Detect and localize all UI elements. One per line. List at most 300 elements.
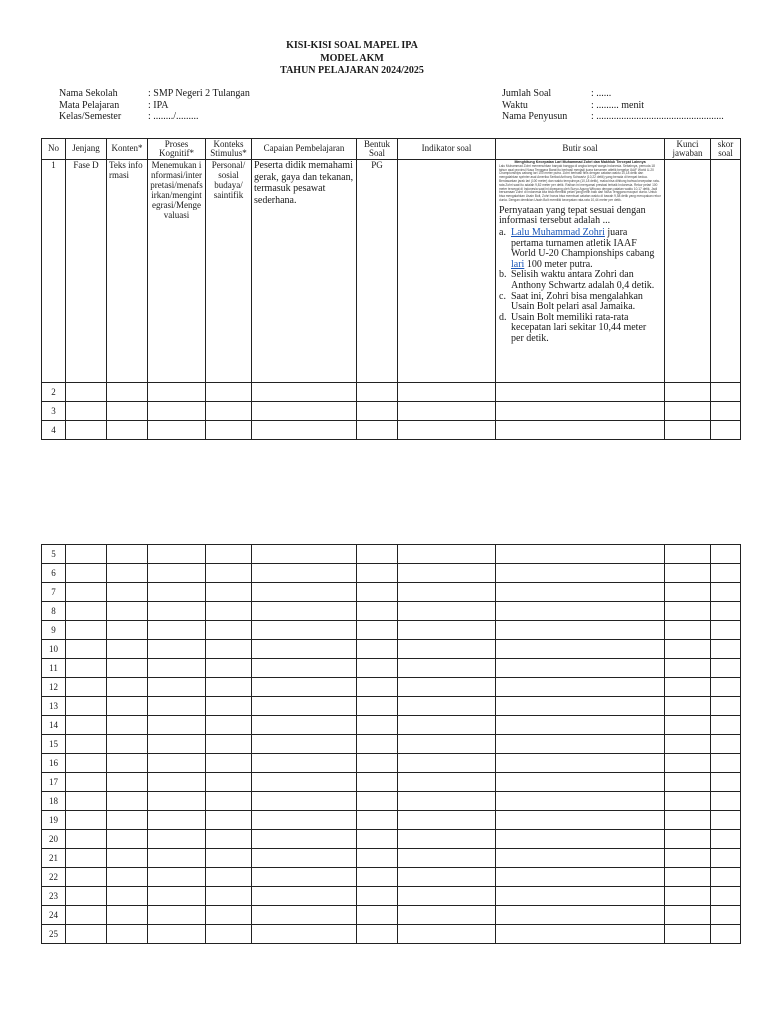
cell-empty (711, 678, 741, 697)
cell-empty (711, 925, 741, 944)
cell-empty (665, 716, 711, 735)
cell-empty (711, 602, 741, 621)
cell-empty (398, 640, 496, 659)
cell-empty (148, 697, 206, 716)
cell-empty (357, 792, 398, 811)
cell-empty (206, 697, 252, 716)
cell-empty (665, 640, 711, 659)
cell-empty (665, 830, 711, 849)
cell-empty (148, 402, 206, 421)
cell-butir-soal (496, 160, 665, 383)
cell-empty (252, 792, 357, 811)
cell-empty (398, 678, 496, 697)
cell-empty (107, 792, 148, 811)
cell-empty (66, 906, 107, 925)
cell-empty (665, 602, 711, 621)
meta-label: Nama Penyusun (502, 111, 568, 123)
table-row (42, 792, 741, 811)
cell-no: 22 (42, 868, 66, 887)
cell-empty (252, 659, 357, 678)
cell-empty (206, 716, 252, 735)
cell-empty (66, 564, 107, 583)
cell-empty (107, 564, 148, 583)
cell-empty (496, 697, 665, 716)
cell-indikator (398, 160, 496, 383)
table-row (42, 678, 741, 697)
col-header-proses: Proses Kognitif* (148, 139, 206, 160)
meta-value: : ......../......... (148, 111, 199, 123)
cell-empty (107, 716, 148, 735)
cell-empty (398, 887, 496, 906)
cell-empty (148, 773, 206, 792)
cell-konten: Teks informasi (107, 160, 148, 383)
cell-capaian: Peserta didik memahami gerak, gaya dan tekanan, termasuk pesawat sederhana. (252, 160, 357, 383)
cell-empty (66, 868, 107, 887)
cell-empty (107, 735, 148, 754)
cell-empty (107, 868, 148, 887)
cell-empty (252, 716, 357, 735)
table-row (42, 868, 741, 887)
title-line-2: MODEL AKM (320, 52, 384, 64)
cell-empty (66, 716, 107, 735)
cell-empty (252, 735, 357, 754)
cell-empty (66, 925, 107, 944)
cell-empty (711, 906, 741, 925)
cell-empty (252, 545, 357, 564)
option-text-part: juara pertama turnamen atletik IAAF World U-20 Championships cabang (511, 226, 655, 260)
table-row (42, 564, 741, 583)
cell-no: 14 (42, 716, 66, 735)
cell-empty (711, 887, 741, 906)
table-row (42, 754, 741, 773)
cell-empty (148, 621, 206, 640)
cell-empty (206, 545, 252, 564)
cell-empty (252, 602, 357, 621)
cell-empty (66, 792, 107, 811)
cell-empty (665, 849, 711, 868)
cell-no: 24 (42, 906, 66, 925)
cell-empty (711, 659, 741, 678)
cell-empty (496, 811, 665, 830)
cell-empty (252, 640, 357, 659)
cell-kunci (665, 160, 711, 383)
cell-empty (496, 716, 665, 735)
table-row (42, 640, 741, 659)
article-body: Lalu Muhammad Zohri memenuhkan banyak bangga di angka kenyal warga Indonesia. Sebabnya, pemuda 18 tahun asal provinsi Nusa Tenggara Barat itu berhasil menjadi juara turnamen atletik bergelar IAAF World U-20 Championships cabang lari 100 meter putra. Zohri berhasil finis dengan catatan waktu 10,18 detik dan mengalahkan sprinter asal Amerika Serikat Anthony Schwartz (10,22 detik) yang berada di tempat kedua. Berdasarkan jarak lari (100 meter) dan waktu tempuhnya (10,18 detik), maka bisa dihitung bahwa kecepatan rata-rata Zohri saat itu adalah 9,82 meter per detik. Raihan ini menyamai prestasi terbaik Indonesia. Rekor pelari 100 meter tercepat di Indonesia saat ini dipegang oleh Suryo Agung Wibowo dengan catatan waktu 10,17 detik. Jadi bersamaan Zohri di Indonesia kita bisa memiliki pelari yang lebih baik dari Nusa Tenggara maupun dunia. Untuk bisa mengalahkan Usain Bolt, Zohri harus bisa membuat catatan waktu di bawah 9,58 detik yang merupakan rekor dunia. Dengan demikian Usain Bolt memiliki kecepatan rata-rata 10,44 meter per detik. (499, 163, 661, 202)
cell-empty (357, 887, 398, 906)
cell-empty (357, 906, 398, 925)
meta-value: : ................................................... (591, 111, 724, 123)
cell-empty (252, 773, 357, 792)
cell-empty (496, 830, 665, 849)
cell-empty (66, 697, 107, 716)
cell-empty (66, 545, 107, 564)
cell-empty (711, 830, 741, 849)
cell-skor (711, 160, 741, 383)
cell-empty (148, 792, 206, 811)
cell-empty (665, 906, 711, 925)
cell-no: 16 (42, 754, 66, 773)
cell-empty (711, 402, 741, 421)
cell-empty (107, 383, 148, 402)
cell-empty (398, 849, 496, 868)
cell-konteks: Personal/ sosial budaya/ saintifik (206, 160, 252, 383)
cell-empty (398, 659, 496, 678)
cell-empty (357, 583, 398, 602)
cell-bentuk: PG (357, 160, 398, 383)
cell-empty (252, 402, 357, 421)
table-row (42, 697, 741, 716)
cell-empty (357, 640, 398, 659)
cell-empty (107, 659, 148, 678)
cell-empty (665, 925, 711, 944)
cell-empty (357, 545, 398, 564)
cell-empty (252, 868, 357, 887)
table-row (42, 906, 741, 925)
cell-empty (398, 868, 496, 887)
cell-empty (206, 735, 252, 754)
cell-empty (357, 735, 398, 754)
cell-empty (665, 564, 711, 583)
cell-empty (107, 402, 148, 421)
cell-no: 8 (42, 602, 66, 621)
meta-row-count (502, 88, 724, 100)
cell-no: 11 (42, 659, 66, 678)
cell-empty (496, 678, 665, 697)
cell-empty (711, 773, 741, 792)
cell-empty (665, 773, 711, 792)
cell-empty (107, 545, 148, 564)
meta-label: Mata Pelajaran (59, 99, 120, 111)
cell-empty (107, 697, 148, 716)
cell-empty (107, 754, 148, 773)
cell-empty (107, 621, 148, 640)
option-text-end: 100 meter putra. (524, 258, 593, 270)
cell-empty (252, 754, 357, 773)
cell-empty (252, 849, 357, 868)
cell-empty (398, 830, 496, 849)
cell-empty (66, 773, 107, 792)
cell-empty (665, 659, 711, 678)
meta-value: : IPA (148, 99, 169, 111)
cell-empty (398, 697, 496, 716)
cell-empty (148, 830, 206, 849)
table-rows-top (42, 383, 741, 440)
meta-value: : ...... (591, 88, 612, 99)
cell-empty (107, 602, 148, 621)
cell-empty (252, 621, 357, 640)
cell-empty (496, 583, 665, 602)
cell-empty (398, 792, 496, 811)
cell-no: 17 (42, 773, 66, 792)
cell-no: 6 (42, 564, 66, 583)
cell-empty (665, 868, 711, 887)
cell-empty (496, 792, 665, 811)
cell-empty (398, 754, 496, 773)
cell-empty (148, 735, 206, 754)
option-a (499, 228, 661, 270)
cell-empty (66, 811, 107, 830)
cell-empty (66, 735, 107, 754)
article-title: Menghitung Kecepatan Lari Muhammad Zohri dan Makhluk Tercepat Lainnya (514, 160, 646, 164)
cell-empty (66, 754, 107, 773)
cell-empty (357, 421, 398, 440)
kisi-kisi-table-top (41, 138, 741, 440)
cell-no: 7 (42, 583, 66, 602)
cell-empty (206, 792, 252, 811)
cell-empty (665, 735, 711, 754)
cell-empty (206, 811, 252, 830)
cell-empty (665, 583, 711, 602)
cell-empty (357, 621, 398, 640)
cell-empty (496, 887, 665, 906)
cell-empty (66, 421, 107, 440)
link-zohri[interactable]: Lalu Muhammad Zohri (511, 226, 605, 238)
cell-empty (398, 811, 496, 830)
cell-empty (252, 383, 357, 402)
cell-empty (252, 906, 357, 925)
cell-empty (398, 716, 496, 735)
cell-empty (711, 583, 741, 602)
cell-proses: Menemukan informasi/interpretasi/menafsirkan/mengintegrasi/Mengevaluasi (148, 160, 206, 383)
cell-no: 15 (42, 735, 66, 754)
options-list (499, 228, 661, 345)
col-header-bentuk: Bentuk Soal (357, 139, 398, 160)
cell-empty (206, 621, 252, 640)
cell-no: 20 (42, 830, 66, 849)
cell-empty (357, 773, 398, 792)
cell-empty (252, 421, 357, 440)
cell-empty (398, 773, 496, 792)
cell-no: 23 (42, 887, 66, 906)
cell-empty (665, 402, 711, 421)
cell-empty (148, 906, 206, 925)
cell-empty (107, 830, 148, 849)
cell-empty (398, 906, 496, 925)
cell-empty (398, 621, 496, 640)
cell-empty (665, 792, 711, 811)
cell-empty (107, 583, 148, 602)
cell-empty (206, 906, 252, 925)
cell-empty (252, 811, 357, 830)
cell-empty (665, 421, 711, 440)
table-row (42, 602, 741, 621)
meta-row-subject (59, 100, 250, 112)
cell-empty (148, 602, 206, 621)
option-text (511, 228, 661, 270)
cell-empty (107, 849, 148, 868)
table-row (42, 735, 741, 754)
table-row (42, 830, 741, 849)
cell-empty (496, 621, 665, 640)
link-lari[interactable]: lari (511, 258, 525, 270)
cell-empty (206, 402, 252, 421)
meta-left (59, 88, 250, 123)
cell-empty (206, 887, 252, 906)
cell-empty (357, 602, 398, 621)
meta-value: : SMP Negeri 2 Tulangan (148, 88, 250, 99)
cell-empty (206, 849, 252, 868)
cell-empty (398, 735, 496, 754)
cell-empty (398, 925, 496, 944)
cell-empty (496, 868, 665, 887)
col-header-no: No (42, 139, 66, 160)
col-header-skor: skor soal (711, 139, 741, 160)
cell-empty (148, 811, 206, 830)
option-text: Saat ini, Zohri bisa mengalahkan Usain Bolt pelari asal Jamaika. (511, 290, 643, 313)
cell-empty (496, 545, 665, 564)
cell-empty (711, 735, 741, 754)
cell-empty (148, 849, 206, 868)
cell-empty (357, 678, 398, 697)
cell-empty (496, 421, 665, 440)
question-stem: Pernyataan yang tepat sesuai dengan informasi tersebut adalah ... (499, 204, 646, 227)
cell-empty (711, 792, 741, 811)
meta-label: Jumlah Soal (502, 88, 552, 99)
cell-empty (206, 564, 252, 583)
cell-empty (357, 849, 398, 868)
cell-empty (252, 925, 357, 944)
cell-empty (148, 678, 206, 697)
cell-empty (665, 754, 711, 773)
cell-no: 5 (42, 545, 66, 564)
meta-row-time (502, 100, 724, 112)
cell-empty (66, 678, 107, 697)
cell-empty (107, 640, 148, 659)
cell-empty (496, 402, 665, 421)
cell-empty (357, 925, 398, 944)
cell-empty (496, 849, 665, 868)
stimulus-article (499, 161, 661, 203)
cell-no: 3 (42, 402, 66, 421)
cell-empty (665, 678, 711, 697)
cell-empty (206, 383, 252, 402)
cell-no: 25 (42, 925, 66, 944)
cell-empty (148, 383, 206, 402)
cell-empty (148, 716, 206, 735)
cell-empty (496, 564, 665, 583)
col-header-kunci: Kunci jawaban (665, 139, 711, 160)
cell-empty (66, 849, 107, 868)
title-line-1: KISI-KISI SOAL MAPEL IPA (286, 40, 418, 51)
col-header-jenjang: Jenjang (66, 139, 107, 160)
cell-empty (357, 402, 398, 421)
cell-empty (148, 564, 206, 583)
cell-empty (66, 383, 107, 402)
cell-empty (357, 383, 398, 402)
cell-empty (711, 383, 741, 402)
table-row (42, 421, 741, 440)
cell-empty (357, 659, 398, 678)
cell-no: 4 (42, 421, 66, 440)
cell-empty (148, 640, 206, 659)
col-header-capaian: Capaian Pembelajaran (252, 139, 357, 160)
cell-empty (107, 773, 148, 792)
table-row (42, 659, 741, 678)
cell-empty (398, 564, 496, 583)
cell-empty (206, 754, 252, 773)
cell-empty (252, 678, 357, 697)
option-letter: b. (499, 269, 507, 281)
cell-empty (665, 383, 711, 402)
table-row (42, 925, 741, 944)
cell-empty (206, 773, 252, 792)
cell-empty (496, 602, 665, 621)
cell-empty (107, 678, 148, 697)
cell-empty (357, 868, 398, 887)
cell-empty (711, 640, 741, 659)
cell-empty (252, 887, 357, 906)
cell-empty (496, 383, 665, 402)
cell-empty (107, 887, 148, 906)
cell-empty (496, 659, 665, 678)
table-row (42, 621, 741, 640)
cell-empty (711, 697, 741, 716)
cell-empty (711, 716, 741, 735)
col-header-indikator: Indikator soal (398, 139, 496, 160)
cell-empty (711, 421, 741, 440)
cell-empty (206, 602, 252, 621)
cell-empty (711, 868, 741, 887)
cell-empty (496, 773, 665, 792)
cell-empty (398, 583, 496, 602)
option-letter: c. (499, 290, 506, 302)
cell-empty (66, 887, 107, 906)
table-row (42, 402, 741, 421)
option-text: Usain Bolt memiliki rata-rata kecepatan lari sekitar 10,44 meter per detik. (511, 311, 647, 344)
cell-empty (206, 925, 252, 944)
cell-empty (398, 421, 496, 440)
cell-empty (148, 868, 206, 887)
cell-empty (107, 421, 148, 440)
option-b (499, 270, 661, 291)
cell-empty (357, 830, 398, 849)
table-row (42, 849, 741, 868)
cell-empty (665, 545, 711, 564)
cell-empty (665, 811, 711, 830)
cell-empty (496, 640, 665, 659)
cell-empty (711, 811, 741, 830)
cell-empty (206, 640, 252, 659)
col-header-konten: Konten* (107, 139, 148, 160)
cell-empty (107, 906, 148, 925)
cell-empty (252, 583, 357, 602)
cell-jenjang: Fase D (66, 160, 107, 383)
cell-empty (148, 421, 206, 440)
cell-empty (398, 383, 496, 402)
cell-empty (148, 545, 206, 564)
table-row (42, 383, 741, 402)
option-letter: d. (499, 311, 507, 323)
cell-no: 9 (42, 621, 66, 640)
cell-empty (711, 564, 741, 583)
cell-empty (206, 678, 252, 697)
table-row (42, 811, 741, 830)
option-text: Selisih waktu antara Zohri dan Anthony Schwartz adalah 0,4 detik. (511, 269, 655, 291)
cell-empty (66, 621, 107, 640)
meta-row-school (59, 88, 250, 100)
table-row (42, 160, 741, 383)
cell-empty (148, 925, 206, 944)
cell-no: 1 (42, 160, 66, 383)
meta-row-class (59, 111, 250, 123)
cell-empty (107, 811, 148, 830)
cell-empty (148, 659, 206, 678)
meta-label: Waktu (502, 99, 528, 111)
cell-empty (107, 925, 148, 944)
cell-empty (206, 659, 252, 678)
cell-empty (665, 887, 711, 906)
